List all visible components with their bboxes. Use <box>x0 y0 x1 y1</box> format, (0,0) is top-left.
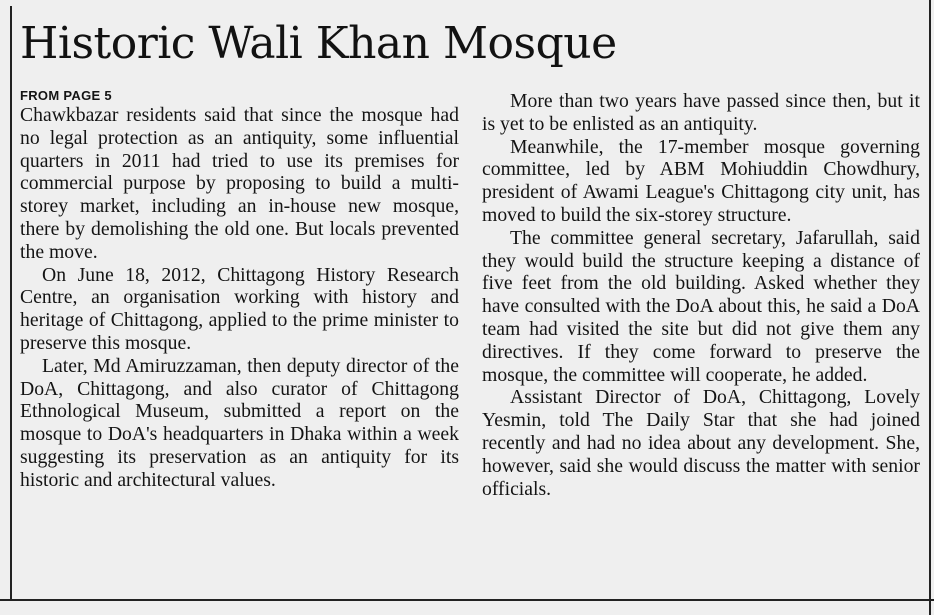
paragraph: Later, Md Amiruzzaman, then deputy director of the DoA, Chittagong, and also curator of Chittagong Ethnological Museum, submitted a report on the mosque to DoA's headquarters in Dhaka within a week suggesting its preservation as an antiquity for its historic and architectural values. <box>20 354 459 491</box>
paragraph: Chawkbazar residents said that since the mosque had no legal protection as an antiquity, some influential quarters in 2011 had tried to use its premises for commercial purpose by proposing to build a multi-storey market, including an in-house new mosque, there by demolishing the old one. But locals prevented the move. <box>20 104 459 263</box>
paragraph: Meanwhile, the 17-member mosque governing committee, led by ABM Mohiuddin Chowdhury, president of Awami League's Chittagong city unit, has moved to build the six-storey structure. <box>482 135 920 226</box>
bottom-border-rule <box>0 599 934 601</box>
left-column <box>20 88 459 492</box>
jump-line: FROM PAGE 5 <box>20 88 112 103</box>
headline: Historic Wali Khan Mosque <box>20 18 617 69</box>
right-border-rule <box>929 0 931 615</box>
right-column <box>482 90 920 500</box>
paragraph: More than two years have passed since then, but it is yet to be enlisted as an antiquity. <box>482 90 920 135</box>
paragraph: On June 18, 2012, Chittagong History Research Centre, an organisation working with history and heritage of Chittagong, applied to the prime minister to preserve this mosque. <box>20 263 459 354</box>
left-border-rule <box>10 6 12 601</box>
paragraph: Assistant Director of DoA, Chittagong, Lovely Yesmin, told The Daily Star that she had joined recently and had no idea about any development. She, however, said she would discuss the matter with senior officials. <box>482 386 920 500</box>
paragraph: The committee general secretary, Jafarullah, said they would build the structure keeping a distance of five feet from the old building. Asked whether they have consulted with the DoA about this, he said a DoA team had visited the site but did not give them any directives. If they come forward to preserve the mosque, the committee will cooperate, he added. <box>482 226 920 386</box>
